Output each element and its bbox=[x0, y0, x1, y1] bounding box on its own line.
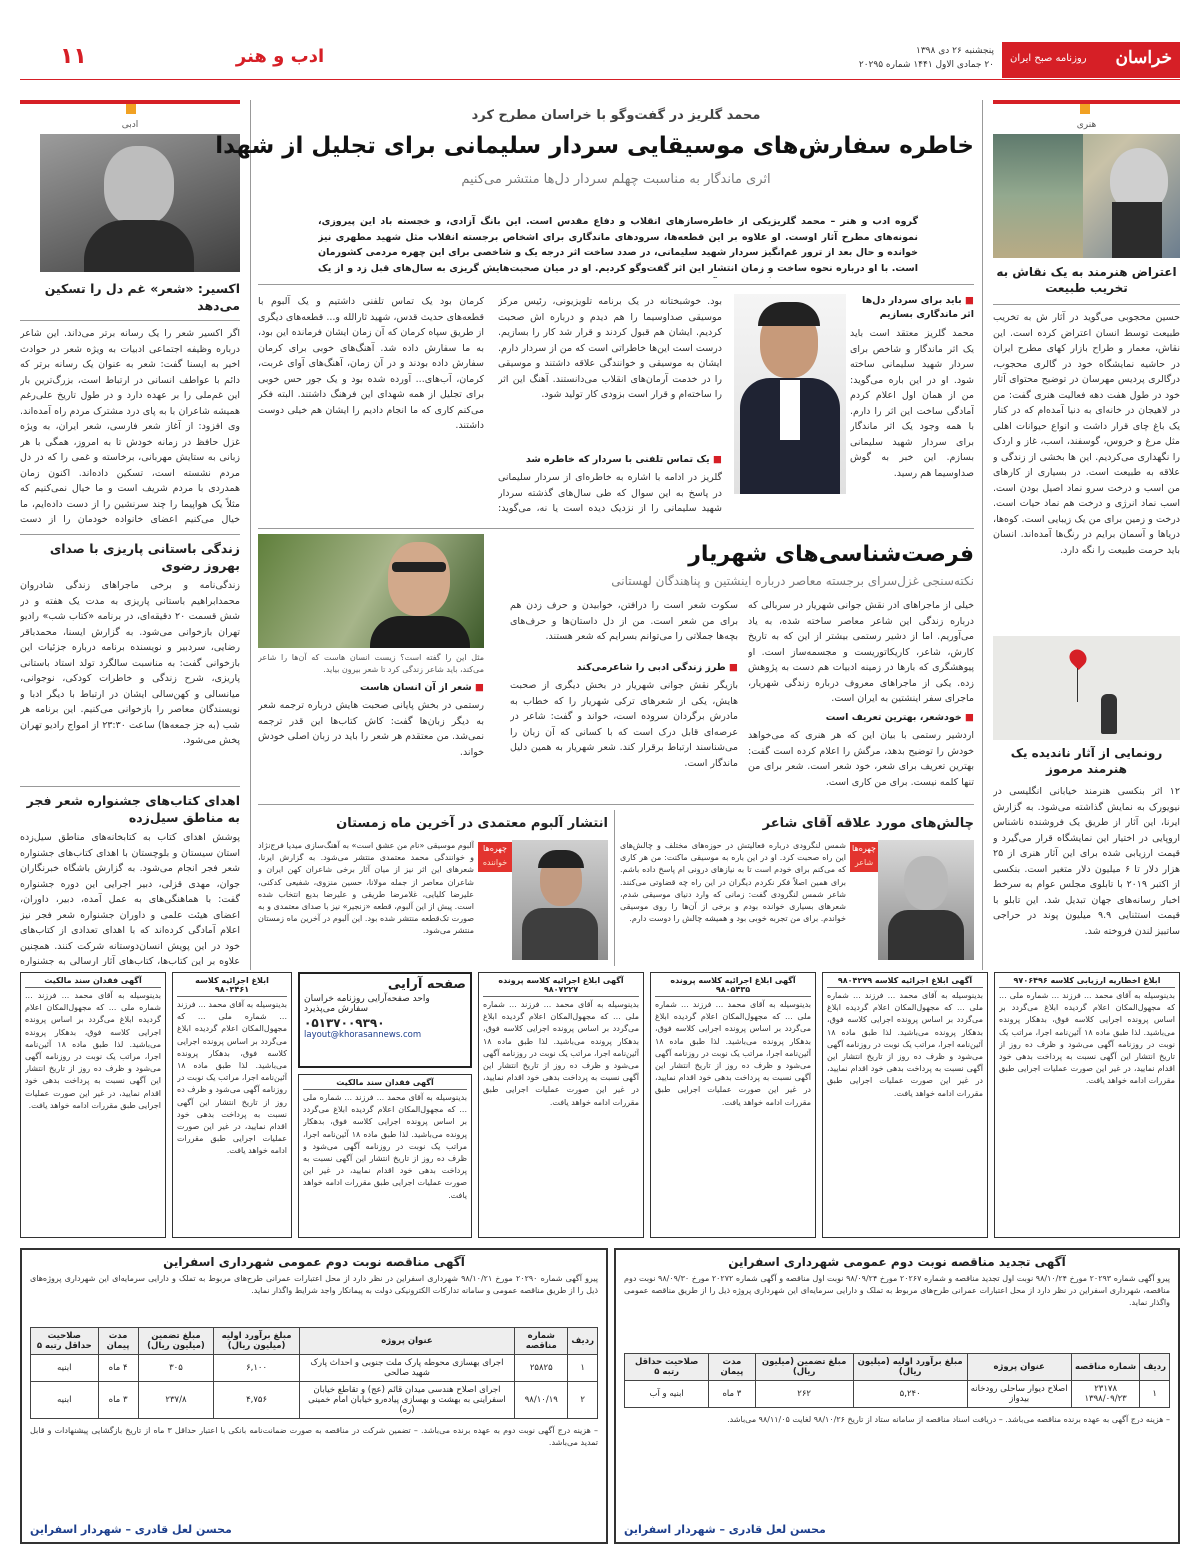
shahriar-t1: ■ خودشعر، بهترین تعریف است bbox=[825, 712, 974, 723]
main-kicker: محمد گلریز در گفت‌وگو با خراسان مطرح کرد bbox=[471, 108, 761, 123]
shahriar-subhead: نکته‌سنجی غزل‌سرای برجسته معاصر درباره اینشتین و پناهندگان لهستانی bbox=[611, 574, 974, 588]
shahriar-col2b: بازیگر نقش جوانی شهریار در بخش دیگری از صحبت هایش، یکی از شعرهای ترکی شهریار را که خطاب به مادرش برگردان سروده است، خواند و گفت: شاعر در عرصه‌ای قابل درک است که با کسانی که آن زبان را می‌شناسند ارتباط برقرار کند. شعر شهریار به همین دلیل ماندگار است. bbox=[510, 680, 738, 769]
notice-3: آگهی ابلاغ اجرائیه کلاسه پرونده ۹۸۰۷۲۲۷ بدینوسیله به آقای محمد ... فرزند ... شماره ملی ... که مجهول‌المکان اعلام گردیده ابلاغ می‌گردد بر اساس پرونده اجرایی کلاسه فوق، بدهکار پرونده می‌باشید. لذا طبق ماده ۱۸ آئین‌نامه اجرا، مراتب یک نوبت در روزنامه آگهی می‌شود و ظرف ده روز از تاریخ انتشار این آگهی نسبت به پرداخت بدهی خود اقدام نمایید، در غیر این صورت عملیات اجرایی طبق مقررات ادامه خواهد یافت. bbox=[478, 972, 644, 1238]
layout-box-email[interactable]: layout@khorasannews.com bbox=[304, 1030, 422, 1040]
rostami-caption: مثل این را گفته است؟ زیست انسان هاست که آن‌ها را شاعر می‌کند، باید شاعر زندگی کرد تا شعر بیرون بیاید. bbox=[258, 653, 484, 675]
table-row: ۱ ۲۳۱۷۸ ۱۳۹۸/۰۹/۲۳ اصلاح دیوار ساحلی رودخانه بیدواز ۵,۲۴۰ ۲۶۲ ۳ ماه ابنیه و آب bbox=[625, 1381, 1170, 1408]
notice-text: بدینوسیله به آقای محمد ... فرزند ... شماره ملی ... که مجهول‌المکان اعلام گردیده ابلاغ می‌گردد بر اساس پرونده اجرایی کلاسه فوق، بدهکار پرونده می‌باشید. لذا طبق ماده ۱۸ آئین‌نامه اجرا، مراتب یک نوبت در روزنامه آگهی می‌شود و ظرف ده روز از تاریخ انتشار این آگهی نسبت به پرداخت بدهی خود اقدام نمایید، در غیر این صورت عملیات اجرایی طبق مقررات ادامه خواهد یافت. bbox=[999, 991, 1175, 1086]
shahriar-col1: خیلی از ماجراهای ادر نقش جوانی شهریار در سربالی که درباره زندگی این شاعر معاصر ساخته شده، به یاد می‌آوریم. اما از دشیر رستمی بیشتر از این که به تاریخ کارش، شاعر، کاریکاتوریست و مجسمه‌ساز است. او پیوهشگری که بارها در زمینه ادبیات هم دست به پژوهش زده. یکی از ماجراهای معروف درباره زندگی شهریار، ماجرای سفر اینشتین به ایران است. bbox=[748, 600, 974, 704]
left-column bbox=[20, 100, 240, 970]
tender-right bbox=[614, 1248, 1180, 1544]
table-row: ۲ ۹۸/۱۰/۱۹ اجرای اصلاح هندسی میدان قائم (عج) و تقاطع خیابان اسفراینی به بهشت و بهسازی پیاده‌رو خیابان امام خمینی (ره) ۴,۷۵۶ ۲۳۷/۸ ۳ ماه ابنیه bbox=[31, 1382, 598, 1419]
kicker-art: هنری bbox=[1076, 120, 1097, 130]
brand-logo: خراسان bbox=[1115, 48, 1172, 68]
main-lead: گروه ادب و هنر – محمد گلریزیکی از خاطره‌سازهای انقلاب و دفاع مقدس است. این بانگ آزادی، و خجسته باد این پیروزی، نمونه‌های مطرح آثار اوست. او علاوه بر این قطعه‌ها، سرودهای ماندگاری برای اشخاص برجسته انقلاب مثل شهید مطهری نیز خوانده و حال بعد از ترور غم‌انگیز سردار شهید سلیمانی، در صدد ساخت اثر درجه یک و شاخصی برای این چهره مردمی کشورمان است. با او درباره نحوه ساخت و زمان انتشار این اثر گفت‌وگو کردیم. او در میان صحبت‌هایش گریزی به سال‌های قبل زد و از یک bbox=[318, 216, 918, 274]
table-row: ۱ ۲۵۸۲۵ اجرای بهسازی محوطه پارک ملت جنوبی و احداث پارک شهید صالحی ۶,۱۰۰ ۳۰۵ ۴ ماه ابنیه bbox=[31, 1355, 598, 1382]
tender-left-title: آگهی مناقصه نوبت دوم عمومی شهرداری اسفراین bbox=[163, 1255, 465, 1269]
q2-title: ■ یک تماس تلفنی با سردار که خاطره شد bbox=[525, 454, 722, 465]
tender-right-footer: – هزینه درج آگهی به عهده برنده مناقصه می‌باشد. – دریافت اسناد مناقصه از سامانه ستاد از تاریخ ۹۸/۱۰/۲۶ لغایت ۹۸/۱۱/۰۵ می‌باشد. bbox=[727, 1415, 1170, 1424]
album-story bbox=[258, 812, 608, 964]
painting-photo bbox=[993, 134, 1180, 258]
poet-photo bbox=[40, 134, 240, 272]
banksy-body: ۱۲ اثر بنکسی هنرمند خیابانی انگلیسی در نیویورک به نمایش گذاشته می‌شود. به گزارش ایرنا، این آثار از طریق یک فروشنده ناشناس اروپایی در اختیار این نمایشگاه قرار می‌گیرد و قیمت ارزیابی شده برای این آثار هنری از ۲۵ هزار دلار تا ۶ میلیون دلار متغیر است. بنکسی از اکتبر ۲۰۱۹ با تابلوی مجلس عوام به سرخط اخبار رسانه‌های جهان تبدیل شد. این تابلو با قیمت استثنایی ۹.۹ میلیون پوند در حراجی ساتبیز لندن فروخته شد. bbox=[993, 786, 1180, 937]
main-subhead: اثری ماندگار به مناسبت چهلم سردار دل‌ها منتشر می‌کنیم bbox=[461, 172, 771, 187]
tender-right-intro: پیرو آگهی شماره ۲۰۲۹۳ مورخ ۹۸/۱۰/۲۴ نوبت اول تجدید مناقصه و شماره ۲۰۲۶۷ مورخ ۹۸/۰۹/۲۴ نوبت اول مناقصه و آگهی شماره ۲۰۲۷۲ مورخ ۹۸/۰۹/۳۰ نوبت دوم مناقصه، شهرداری اسفراین در نظر دارد از محل اعتبارات عمرانی طرح‌های مربوط به تملک و دارایی سرمایه‌ای این شهرداری پروژه ذیل را از طریق مناقصه عمومی واگذار نماید. bbox=[624, 1274, 1170, 1308]
parizi-body: زندگی‌نامه و برخی ماجراهای زندگی شادروان محمدابراهیم باستانی پاریزی به مدت یک هفته و در شش قسمت ۲۰ دقیقه‌ای، در برنامه «کتاب شب» رادیو تهران بازخوانی می‌شود. به گزارش ایسنا، محمدباقر رضایی، سردبیر و نویسنده برنامه درباره جزئیات این بازخوانی گفت: به مناسبت سالگرد تولد استاد باستانی پاریزی، شرح زندگی و خاطرات کودکی، نوجوانی، میانسالی و کهن‌سالی ایشان در ارتباط با دیگر ادبا و نویسندگان معاصر را بازخوانی می‌کنیم. این برنامه هر شب (به جز جمعه‌ها) ساعت ۲۳:۳۰ از امواج رادیو تهران پخش می‌شود. bbox=[20, 580, 240, 746]
tender-left bbox=[20, 1248, 608, 1544]
tender-left-signature: محسن لعل قادری – شهردار اسفراین bbox=[30, 1523, 232, 1536]
notice-5: ابلاغ اجرائیه کلاسه ۹۸۰۳۴۶۱ بدینوسیله به آقای محمد ... فرزند ... شماره ملی ... که مجهول‌المکان اعلام گردیده ابلاغ می‌گردد بر اساس پرونده اجرایی کلاسه فوق، بدهکار پرونده می‌باشید. لذا طبق ماده ۱۸ آئین‌نامه اجرا، مراتب یک نوبت در روزنامه آگهی می‌شود و ظرف ده روز از تاریخ انتشار این آگهی نسبت به پرداخت بدهی خود اقدام نمایید، در غیر این صورت عملیات اجرایی طبق مقررات ادامه خواهد یافت. bbox=[172, 972, 292, 1238]
shahriar-t2: ■ طرز زندگی ادبی را شاعرمی‌کند bbox=[576, 662, 738, 673]
brand-block bbox=[1002, 42, 1180, 78]
notice-4: آگهی فقدان سند مالکیت بدینوسیله به آقای محمد ... فرزند ... شماره ملی ... که مجهول‌المکان اعلام گردیده ابلاغ می‌گردد بر اساس پرونده اجرایی کلاسه فوق، بدهکار پرونده می‌باشید. لذا طبق ماده ۱۸ آئین‌نامه اجرا، مراتب یک نوبت در روزنامه آگهی می‌شود و ظرف ده روز از تاریخ انتشار این آگهی نسبت به پرداخت بدهی خود اقدام نمایید، در غیر این صورت عملیات اجرایی طبق مقررات ادامه خواهد یافت. bbox=[298, 1074, 472, 1238]
page-number: ۱۱ bbox=[60, 44, 87, 69]
shahriar-col1b: اردشیر رستمی با بیان این که هر هنری که می‌خواهد خودش را توضیح بدهد، مرگش را اعلام کرده است گفت: بهترین تعریف برای شعر، خود شعر است. شعر برای من تنها کلمه نیست. برای من کاری است. bbox=[748, 730, 974, 788]
fajr-headline: اهدای کتاب‌های جشنواره شعر فجر به مناطق سیل‌زده bbox=[26, 793, 240, 825]
shams-photo bbox=[878, 840, 974, 960]
q1-title: ■ باید برای سردار دل‌ها اثر ماندگاری بسازیم bbox=[862, 295, 974, 320]
date-line-2: ۲۰ جمادی الاول ۱۴۴۱ شماره ۲۰۲۹۵ bbox=[858, 60, 994, 70]
notice-title: ابلاغ اخطاریه ارزیابی کلاسه ۹۷۰۶۴۹۶ bbox=[999, 976, 1175, 988]
q2-body: گلریز در ادامه با اشاره به خاطره‌ای از سردار سلیمانی در پاسخ به این سوال که طی سال‌های گذشته سردار شهید سلیمانی را از نزدیک دیده است یا نه، می‌گوید: bbox=[498, 472, 722, 514]
legal-notices bbox=[20, 972, 1180, 1242]
art-headline: اعتراض هنرمند به یک نقاش به تخریب طبیعت bbox=[996, 265, 1177, 295]
rostami-photo bbox=[258, 534, 484, 648]
notice-right-tall bbox=[994, 972, 1180, 1238]
layout-service-box bbox=[298, 972, 472, 1068]
brand-sub: روزنامه صبح ایران bbox=[1010, 53, 1087, 64]
date-line-1: پنجشنبه ۲۶ دی ۱۳۹۸ bbox=[916, 46, 994, 56]
layout-box-phone: ۰۵۱۳۷۰۰۹۳۹۰ bbox=[304, 1016, 385, 1030]
shams-tag: چهره‌ها شاعر bbox=[850, 842, 878, 872]
main-col3: کرمان بود یک تماس تلفنی داشتیم و یک آلبوم با قطعه‌های حدیث قدس، شهید ثارالله و... قطعه‌های دیگری از طریق سپاه کرمان که آن زمان ایشان فرمانده این بود، به ما سفارش داده شد. آهنگ‌های خوبی برای کرمان سفارش داده بودند و در آن زمان، آهنگ‌های آوای غربت، کرمان، آب‌های... آورده شده بود و یک جور حس خوبی برای تجلیل از همه شهدای این فرهنگ داشتند. البته فکر می‌کنم کاری که ما انجام دادیم را ایشان هم خیلی دوست داشتند. bbox=[258, 296, 484, 431]
album-headline: انتشار آلبوم معتمدی در آخرین ماه زمستان bbox=[336, 816, 608, 831]
shahriar-col3: رستمی در بخش پایانی صحبت هایش درباره ترجمه شعر به دیگر زبان‌ها گفت: کاش کتاب‌ها این قدر ترجمه نمی‌شد. من معتقدم هر شعر را باید در زبان اصلی خودش خواند. bbox=[258, 700, 484, 758]
poet-headline: اکسیر: «شعر» غم دل را تسکین می‌دهد bbox=[44, 281, 240, 313]
art-body: حسین محجوبی می‌گوید در آثار ش به تخریب طبیعت توسط انسان اعتراض کرده است. این نقاش، معمار و طراح بازار کهای مطرح ایران در حاشیه نمایشگاه خود در گالری محجوب، درگالری پردیس مهرسان در توضیح محتوای آثار خود در طول هفت دهه فعالیت هنری گفت: من در لاهیجان در خانه‌ای به دنیا آمده‌ام که در کنار یک باغ چای قرار داشت و انواع حیوانات اهلی مثل مرغ و خروس، گوسفند، اسب، غاز و اردک را نگهداری می‌کردیم. این ها بخشی از زندگی و علاقه به طبیعت است. در بسیاری از کارهای من اسب و درخت سرو نماد اصیل بودن است. اسب نماد انرژی و درخت هم نماد حیات است. درخت و زمین برای من یک زیبایی است. کوه‌ها، دریاها و آسمان برایم در رنگ‌ها آمده‌اند. انسان باید حرمت طبیعت را نگه دارد. bbox=[993, 312, 1180, 556]
tender-left-intro: پیرو آگهی شماره ۲۰۲۹۰ مورخ ۹۸/۱۰/۲۱ شهرداری اسفراین در نظر دارد از محل اعتبارات عمرانی طرح‌های مربوط به تملک و دارایی سرمایه‌ای این شهرداری پروژه‌های ذیل را از طریق مناقصه عمومی و سامانه تدارکات الکترونیکی دولت به پیمانکار واجد شرایط واگذار نماید. bbox=[30, 1274, 598, 1296]
notice-1: آگهی ابلاغ اجرائیه کلاسه ۹۸۰۴۲۷۹ بدینوسیله به آقای محمد ... فرزند ... شماره ملی ... که مجهول‌المکان اعلام گردیده ابلاغ می‌گردد بر اساس پرونده اجرایی کلاسه فوق، بدهکار پرونده می‌باشید. لذا طبق ماده ۱۸ آئین‌نامه اجرا، مراتب یک نوبت در روزنامه آگهی می‌شود و ظرف ده روز از تاریخ انتشار این آگهی نسبت به پرداخت بدهی خود اقدام نمایید، در غیر این صورت عملیات اجرایی طبق مقررات ادامه خواهد یافت. bbox=[822, 972, 988, 1238]
tender-right-title: آگهی تجدید مناقصه نوبت دوم عمومی شهرداری اسفراین bbox=[728, 1255, 1066, 1269]
tender-right-signature: محسن لعل قادری – شهردار اسفراین bbox=[624, 1523, 826, 1536]
section-title: ادب و هنر bbox=[235, 46, 325, 67]
shams-story bbox=[620, 812, 974, 964]
shahriar-story bbox=[258, 534, 974, 796]
parizi-headline: زندگی باستانی پاریزی با صدای بهروز رضوی bbox=[49, 541, 240, 573]
golriz-photo bbox=[734, 294, 846, 494]
q1-body: محمد گلریز معتقد است باید یک اثر ماندگار و شاخص برای سردار شهید سلیمانی ساخته شود. او در این باره می‌گوید: من از همان اول اعلام کردم آمادگی ساخت این اثر را دارم. با همه وجود یک اثر ماندگار برای سردار شهید سلیمانی بسازم. این خبر به گوش صداوسیما هم رسید. bbox=[850, 328, 974, 479]
tender-left-footer: – هزینه درج آگهی نوبت دوم به عهده برنده می‌باشد. – تضمین شرکت در مناقصه به صورت ضمانت‌نامه بانکی با اعتبار حداقل ۳ ماه از تاریخ بازگشایی پیشنهادات و قابل تمدید می‌باشد. bbox=[30, 1426, 598, 1448]
main-col2: بود. خوشبختانه در یک برنامه تلویزیونی، رئیس مرکز موسیقی صداوسیما را هم دیدم و درباره اش صحبت کردیم. ایشان هم قبول کردند و قرار شد کار را بسازیم. درست است این‌ها خاطراتی است که من از سردار دارم. ایشان به موسیقی و خوانندگی علاقه داشتند و موسیقی را در خدمت آرمان‌های انقلاب می‌دانستند. آهنگ این اثر را ساخته‌ام و قرار است بزودی کار تولید شود. bbox=[498, 296, 722, 400]
motamedi-photo bbox=[512, 840, 608, 960]
tender-left-table: ردیف شماره مناقصه عنوان پروژه مبلغ برآورد اولیه (میلیون ریال) مبلغ تضمین (میلیون ریال) مدت پیمان صلاحیت حداقل رتبه ۵ ۱ ۲۵۸۲۵ اجرای بهسازی محوطه پارک ملت جنوبی و احداث پارک شهید صالحی ۶,۱۰۰ ۳۰۵ ۴ ماه ابنیه ۲ ۹۸/۱۰/۱۹ اجرای اصلاح هندسی میدان قائم (عج) و تقاطع خیابان اسفراینی به بهشت و بهسازی پیاده‌رو خیابان امام خمینی (ره) ۴,۷۵۶ ۲۳۷/۸ ۳ ماه ابنیه bbox=[30, 1327, 598, 1419]
tender-right-table: ردیف شماره مناقصه عنوان پروژه مبلغ برآورد اولیه (میلیون ریال) مبلغ تضمین (میلیون ریال) مدت پیمان صلاحیت حداقل رتبه ۵ ۱ ۲۳۱۷۸ ۱۳۹۸/۰۹/۲۳ اصلاح دیوار ساحلی رودخانه بیدواز ۵,۲۴۰ ۲۶۲ ۳ ماه ابنیه و آب bbox=[624, 1353, 1170, 1408]
layout-box-line2: سفارش می‌پذیرد bbox=[304, 1004, 369, 1014]
right-column bbox=[993, 100, 1180, 965]
notice-6: آگهی فقدان سند مالکیت بدینوسیله به آقای محمد ... فرزند ... شماره ملی ... که مجهول‌المکان اعلام گردیده ابلاغ می‌گردد بر اساس پرونده اجرایی کلاسه فوق، بدهکار پرونده می‌باشید. لذا طبق ماده ۱۸ آئین‌نامه اجرا، مراتب یک نوبت در روزنامه آگهی می‌شود و ظرف ده روز از تاریخ انتشار این آگهی نسبت به پرداخت بدهی خود اقدام نمایید، در غیر این صورت عملیات اجرایی طبق مقررات ادامه خواهد یافت. bbox=[20, 972, 166, 1238]
shahriar-headline: فرصت‌شناسی‌های شهریار bbox=[688, 542, 974, 567]
main-story bbox=[215, 100, 974, 524]
kicker-literary: ادبی bbox=[121, 120, 139, 130]
fajr-body: پوشش اهدای کتاب به کتابخانه‌های مناطق سیل‌زده استان سیستان و بلوچستان با اهدای کتاب‌های جشنواره شعر فجر انجام می‌شود. به گزارش باشگاه خبرنگاران جوان، مهدی قزلی، دبیر اجرایی این دوره جشنواره گفت: با هماهنگی‌های به عمل آمده، دبیر، داوران، اعضای هیئت علمی و داوران جشنواره شعر فجر نیز اعلام آمادگی کرده‌اند که با اهدای تعدادی از کتاب‌های خود در این پویش انسان‌دوستانه شرکت کنند. همچنین علاوه بر این کتاب‌ها، کتاب‌های آثار ارسالی به جشنواره bbox=[20, 832, 240, 966]
album-tag: چهره‌ها خواننده bbox=[478, 842, 512, 872]
shahriar-t3: ■ شعر از آن انسان هاست bbox=[360, 682, 484, 693]
banksy-headline: رونمایی از آثار ناندیده یک هنرمند مرموز bbox=[1010, 746, 1163, 776]
album-body: آلبوم موسیقی «نام من عشق است» به آهنگ‌سازی میدیا فرج‌نژاد و خوانندگی محمد معتمدی منتشر می‌شود. به گزارش ایرنا، شعرهای این اثر نیز از میان آثار برخی شاعران کهن ایران و شاعران معاصر از جمله مولانا، حسین منزوی، شفیعی کدکنی، علیرضا کلیایی، غلامرضا طریقی و علیرضا بدیع انتخاب شده است. پیش از این آلبوم، قطعه «زنجیر» نیز با صدای معتمدی و به صورت تک‌قطعه منتشر شده بود. این آلبوم در آخرین ماه زمستان منتشر می‌شود. bbox=[258, 841, 474, 936]
banksy-photo bbox=[993, 636, 1180, 740]
shams-body: شمس لنگرودی درباره فعالیتش در حوزه‌های مختلف و چالش‌های این راه صحبت کرد. او در این باره به موسیقی ماکنت: من هر کاری که می‌کنم برای خودم است تا به نیازهای درونی ام پاسخ داده باشم. برای همین اصلاً فکر نکردم دیگران در این راه چه قضاوتی می‌کنند. شاعر شمس لنگرودی گفت: زمانی که وارد دنیای موسیقی شدم، شعرهای بسیاری خوانده بودم و برخی از آن‌ها را روی موسیقی خواندم. برای من تجربه خوبی بود و همیشه چالش را دوست دارم. bbox=[620, 841, 846, 924]
main-headline: خاطره سفارش‌های موسیقایی سردار سلیمانی برای تجلیل از شهدا bbox=[215, 133, 974, 159]
q1-block bbox=[734, 294, 974, 518]
layout-box-line1: واحد صفحه‌آرایی روزنامه خراسان bbox=[304, 994, 430, 1004]
notice-2: آگهی ابلاغ اجرائیه کلاسه پرونده ۹۸۰۵۴۳۵ بدینوسیله به آقای محمد ... فرزند ... شماره ملی ... که مجهول‌المکان اعلام گردیده ابلاغ می‌گردد بر اساس پرونده اجرایی کلاسه فوق، بدهکار پرونده می‌باشید. لذا طبق ماده ۱۸ آئین‌نامه اجرا، مراتب یک نوبت در روزنامه آگهی می‌شود و ظرف ده روز از تاریخ انتشار این آگهی نسبت به پرداخت بدهی خود اقدام نمایید، در غیر این صورت عملیات اجرایی طبق مقررات ادامه خواهد یافت. bbox=[650, 972, 816, 1238]
header-bar bbox=[20, 40, 1180, 80]
shahriar-col2: سکوت شعر است را درافتن، خوابیدن و حرف زدن هم برای من شعر است. من از دل داستان‌ها و حرف‌های بچه‌ها جملاتی را می‌توانم بسرایم که شعر هستند. bbox=[510, 600, 738, 642]
layout-box-title: صفحه آرایی bbox=[387, 977, 466, 992]
shams-headline: چالش‌های مورد علاقه آقای شاعر bbox=[762, 816, 974, 831]
poet-body: اگر اکسیر شعر را یک رسانه برتر می‌داند. این شاعر درباره وظیفه اجتماعی ادبیات به ویژه شعر در حوادث اخیر به ایسنا گفت: شعر به عنوان یک رسانه برتر که دائم با عواطف انسانی در ارتباط است، بزرگ‌ترین بار این غم‌ملی را بر عهده دارد و در طول تاریخ علی‌رغم همیشه شاعران با به پای درد مشترک مردم راه آمده‌اند. وی افزود: از آغاز شعر فارسی، شعر ایران، به ویژه غزل حافظ در زمانه خودش تا به امروز، همگی با هر زبانی به ستایش مهربانی، برخاسته و غمی را که در دل مردم نشسته است، تسکین داده‌اند. اکنون زمان همدردی با مردم شریف است و ما خیال نمی‌کنیم که مثلاً یک هواپیما را چند سرنشین را از دست داده‌ایم، ما خیال می‌کنیم اعضای خانواده خودمان را از دست bbox=[20, 328, 240, 525]
